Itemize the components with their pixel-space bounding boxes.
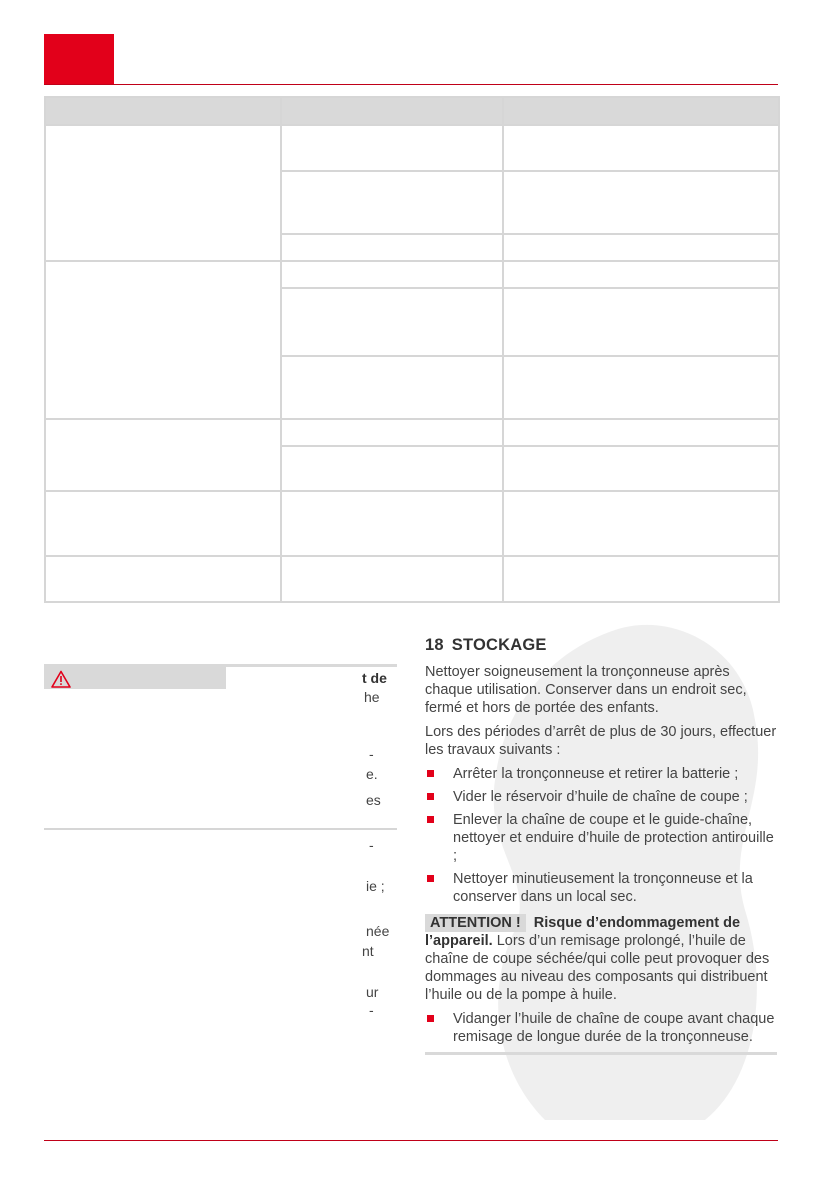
attention-text: Lors d’un remisage prolongé, l’huile de chaîne de coupe séchée/qui colle peut provoquer des dommages au niveau des composants qui distribuent l’huile ou de la pompe à huile. (425, 933, 770, 1003)
attention-notice (425, 914, 777, 1004)
solution-cell (503, 171, 779, 234)
section-title: STOCKAGE (451, 636, 547, 654)
problem-cell (45, 261, 281, 419)
solution-cell (503, 261, 779, 288)
table-row (45, 556, 779, 602)
clipped-text-fragment: ie ; (366, 878, 385, 894)
cause-cell (281, 234, 503, 261)
attention-bold-title: Risque d’endommagement (533, 915, 720, 931)
cause-cell (281, 125, 503, 171)
clipped-text-fragment: t de (362, 670, 387, 686)
long-term-paragraph: Lors des périodes d’arrêt de plus de 30 jours, effectuer les travaux suivants : (425, 724, 777, 758)
cause-cell (281, 556, 503, 602)
list-item: Arrêter la tronçonneuse et retirer la batterie ; (425, 765, 777, 783)
intro-paragraph: Nettoyer soigneusement la tronçonneuse après chaque utilisation. Conserver dans un endroit sec, fermé et hors de portée des enfants. (425, 664, 747, 716)
storage-section (425, 636, 777, 1055)
clipped-text-fragment: he (364, 689, 380, 705)
list-item: Nettoyer minutieusement la tronçonneuse et la conserver dans un local sec. (425, 870, 777, 906)
solution-cell (503, 556, 779, 602)
header-rule (44, 84, 778, 85)
chapter-color-tab (44, 34, 114, 85)
bullet-square-icon (427, 816, 434, 823)
clipped-text-fragment: - (369, 1002, 374, 1018)
table-row (45, 125, 779, 171)
warning-triangle-icon (51, 670, 71, 688)
problem-cell (45, 125, 281, 261)
list-item: Vidanger l’huile de chaîne de coupe avant chaque remisage de longue durée de la tronçonneuse. (425, 1010, 777, 1046)
table-header-row (45, 97, 779, 125)
header-cell-solution (503, 97, 779, 125)
solution-cell (503, 491, 779, 556)
solution-cell (503, 356, 779, 419)
attention-label: ATTENTION ! (425, 914, 526, 932)
clipped-text-fragment: nt (362, 943, 374, 959)
solution-cell (503, 234, 779, 261)
bullet-square-icon (427, 770, 434, 777)
bullet-square-icon (427, 1015, 434, 1022)
solution-cell (503, 288, 779, 356)
cause-cell (281, 419, 503, 446)
warning-header (44, 667, 226, 689)
problem-cell (45, 556, 281, 602)
section-end-rule (425, 1052, 777, 1055)
cause-cell (281, 446, 503, 491)
solution-cell (503, 419, 779, 446)
cause-cell (281, 356, 503, 419)
clipped-text-fragment: e. (366, 766, 378, 782)
cause-cell (281, 288, 503, 356)
solution-cell (503, 125, 779, 171)
storage-steps-list (425, 765, 777, 906)
header-cell-problem (45, 97, 281, 125)
warning-box (44, 664, 397, 689)
attention-steps-list (425, 1010, 777, 1046)
footer-rule (44, 1140, 778, 1141)
clipped-text-fragment: née (366, 923, 390, 939)
clipped-text-fragment: - (369, 746, 374, 762)
header-cell-cause (281, 97, 503, 125)
table-row (45, 261, 779, 288)
clipped-text-fragment: es (366, 792, 381, 808)
bullet-square-icon (427, 793, 434, 800)
troubleshooting-table (44, 96, 780, 603)
solution-cell (503, 446, 779, 491)
section-number: 18 (425, 636, 444, 654)
warning-bottom-rule (44, 828, 397, 830)
list-item: Vider le réservoir d’huile de chaîne de coupe ; (425, 788, 777, 806)
table-row (45, 419, 779, 446)
table-row (45, 491, 779, 556)
bullet-square-icon (427, 875, 434, 882)
clipped-text-fragment: - (369, 837, 374, 853)
problem-cell (45, 491, 281, 556)
section-heading (425, 636, 777, 655)
problem-cell (45, 419, 281, 491)
cause-cell (281, 261, 503, 288)
cause-cell (281, 491, 503, 556)
clipped-text-fragment: ur (366, 984, 379, 1000)
cause-cell (281, 171, 503, 234)
attention-bold-subtitle: de l’appareil. (425, 915, 741, 949)
list-item: Enlever la chaîne de coupe et le guide-chaîne, nettoyer et enduire d’huile de protection antirouille ; (425, 811, 777, 865)
